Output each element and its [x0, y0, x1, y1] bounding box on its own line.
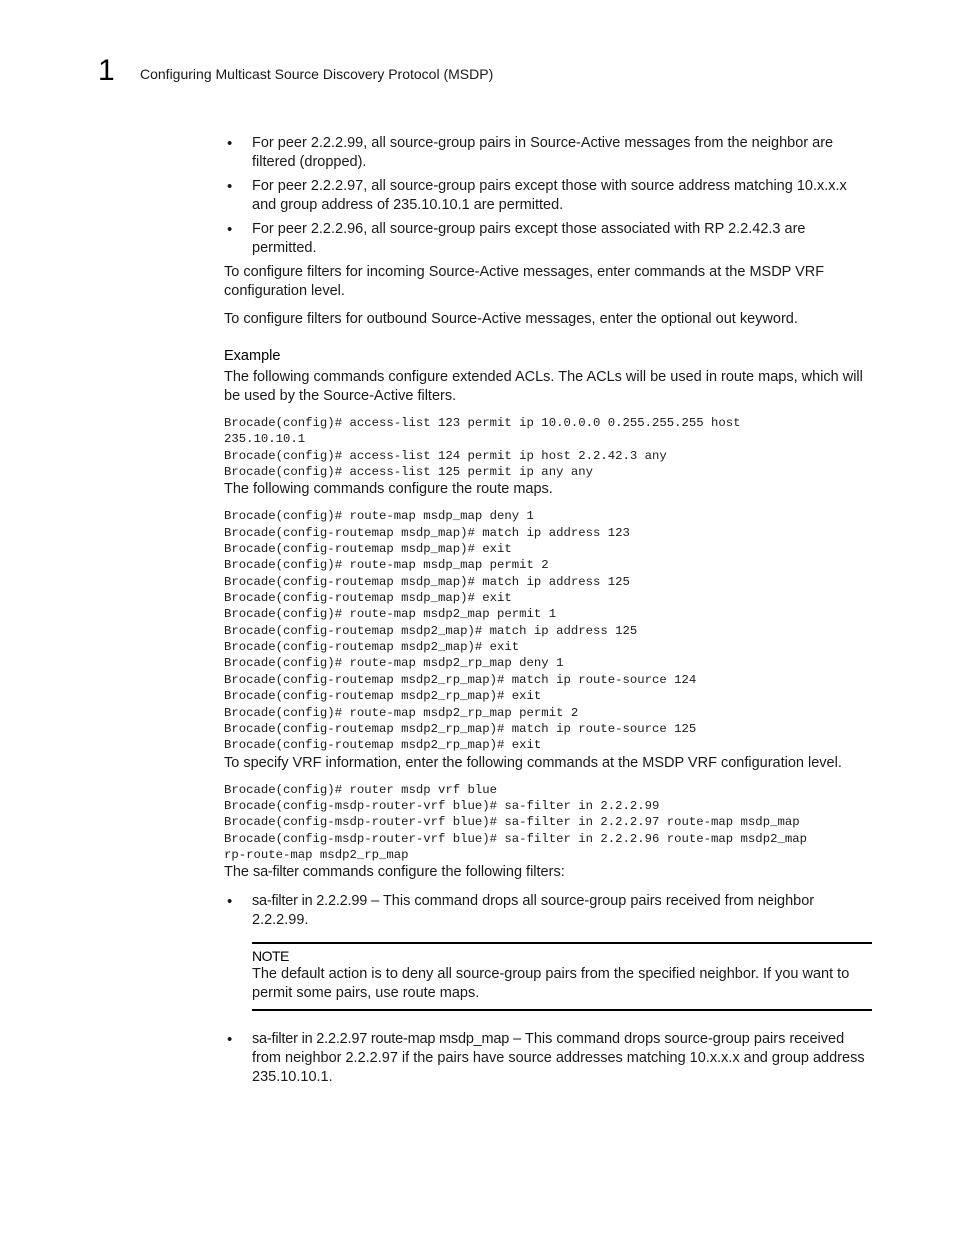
list-item-text: – This command drops all source-group pairs received from neighbor 2.2.2.99.	[252, 893, 815, 929]
routemap-intro-paragraph: The following commands configure the route maps.	[224, 481, 553, 498]
list-item	[224, 177, 872, 215]
vrf-code-block: Brocade(config)# router msdp vrf blue Brocade(config-msdp-router-vrf blue)# sa-filter in 2.2.2.99 Brocade(config-msdp-router-vrf blue)# sa-filter in 2.2.2.97 route-map msdp_map Brocade(config-msdp-router-vrf blue)# sa-filter in 2.2.2.96 route-map msdp2_map rp-route-map msdp2_rp_map	[224, 782, 807, 862]
chapter-number: 1	[98, 54, 115, 87]
note-label: NOTE	[252, 948, 289, 965]
acl-intro-paragraph: The following commands configure extended ACLs. The ACLs will be used in route maps, which will be used by the Source-Active filters.	[224, 369, 863, 404]
note-box	[252, 942, 872, 1011]
routemap-code-block: Brocade(config)# route-map msdp_map deny 1 Brocade(config-routemap msdp_map)# match ip address 123 Brocade(config-routemap msdp_map)# exit Brocade(config)# route-map msdp_map permit 2 Brocade(config-routemap msdp_map)# match ip address 125 Brocade(config-routemap msdp_map)# exit Brocade(config)# route-map msdp2_map permit 1 Brocade(config-routemap msdp2_map)# match ip address 125 Brocade(config-routemap msdp2_map)# exit Brocade(config)# route-map msdp2_rp_map deny 1 Brocade(config-routemap msdp2_rp_map)# match ip route-source 124 Brocade(config-routemap msdp2_rp_map)# exit Brocade(config)# route-map msdp2_rp_map permit 2 Brocade(config-routemap msdp2_rp_map)# match ip route-source 125 Brocade(config-routemap msdp2_rp_map)# exit	[224, 509, 697, 753]
list-item	[224, 134, 872, 172]
text-segment: The	[224, 864, 254, 881]
text-segment: commands configure the following filters:	[298, 864, 565, 881]
bullet-icon: •	[227, 135, 233, 152]
list-item	[224, 1030, 872, 1087]
outbound-filters-paragraph: To configure filters for outbound Source-Active messages, enter the optional out keyword.	[224, 311, 798, 327]
list-item-text: For peer 2.2.2.99, all source-group pairs in Source-Active messages from the neighbor are filtered (dropped).	[252, 135, 834, 170]
incoming-filters-paragraph: To configure filters for incoming Source-Active messages, enter commands at the MSDP VRF configuration level.	[224, 264, 825, 299]
safilter-intro-paragraph	[224, 863, 872, 882]
example-heading: Example	[224, 348, 281, 364]
list-item-text: For peer 2.2.2.96, all source-group pairs except those associated with RP 2.2.42.3 are permitted.	[252, 221, 806, 256]
acl-code-block: Brocade(config)# access-list 123 permit ip 10.0.0.0 0.255.255.255 host 235.10.10.1 Brocade(config)# access-list 124 permit ip host 2.2.42.3 any Brocade(config)# access-list 125 permit ip any any	[224, 416, 741, 480]
vrf-intro-paragraph: To specify VRF information, enter the following commands at the MSDP VRF configuration level.	[224, 754, 842, 771]
command-keyword: sa-filter in 2.2.2.99	[252, 893, 368, 910]
list-item	[224, 892, 872, 930]
page-body	[224, 134, 872, 1092]
bullet-icon: •	[227, 893, 233, 911]
bullet-icon: •	[227, 178, 233, 195]
list-item-text: For peer 2.2.2.97, all source-group pairs except those with source address matching 10.x.x.x and group address of 235.10.10.1 are permitted.	[252, 178, 847, 213]
running-header-title: Configuring Multicast Source Discovery Protocol (MSDP)	[140, 66, 494, 82]
peer-filter-list	[224, 134, 872, 258]
list-item	[224, 220, 872, 258]
safilter-list	[224, 1030, 872, 1087]
note-text: The default action is to deny all source-group pairs from the specified neighbor. If you want to permit some pairs, use route maps.	[252, 966, 850, 1002]
bullet-icon: •	[227, 221, 233, 238]
safilter-list	[224, 892, 872, 930]
command-keyword: sa-filter	[253, 864, 299, 881]
bullet-icon: •	[227, 1031, 233, 1049]
command-keyword: sa-filter in 2.2.2.97 route-map msdp_map	[252, 1031, 510, 1048]
list-item-text: – This command drops source-group pairs received from neighbor 2.2.2.97 if the pairs have source addresses matching 10.x.x.x and group address 235.10.10.1.	[252, 1031, 865, 1086]
